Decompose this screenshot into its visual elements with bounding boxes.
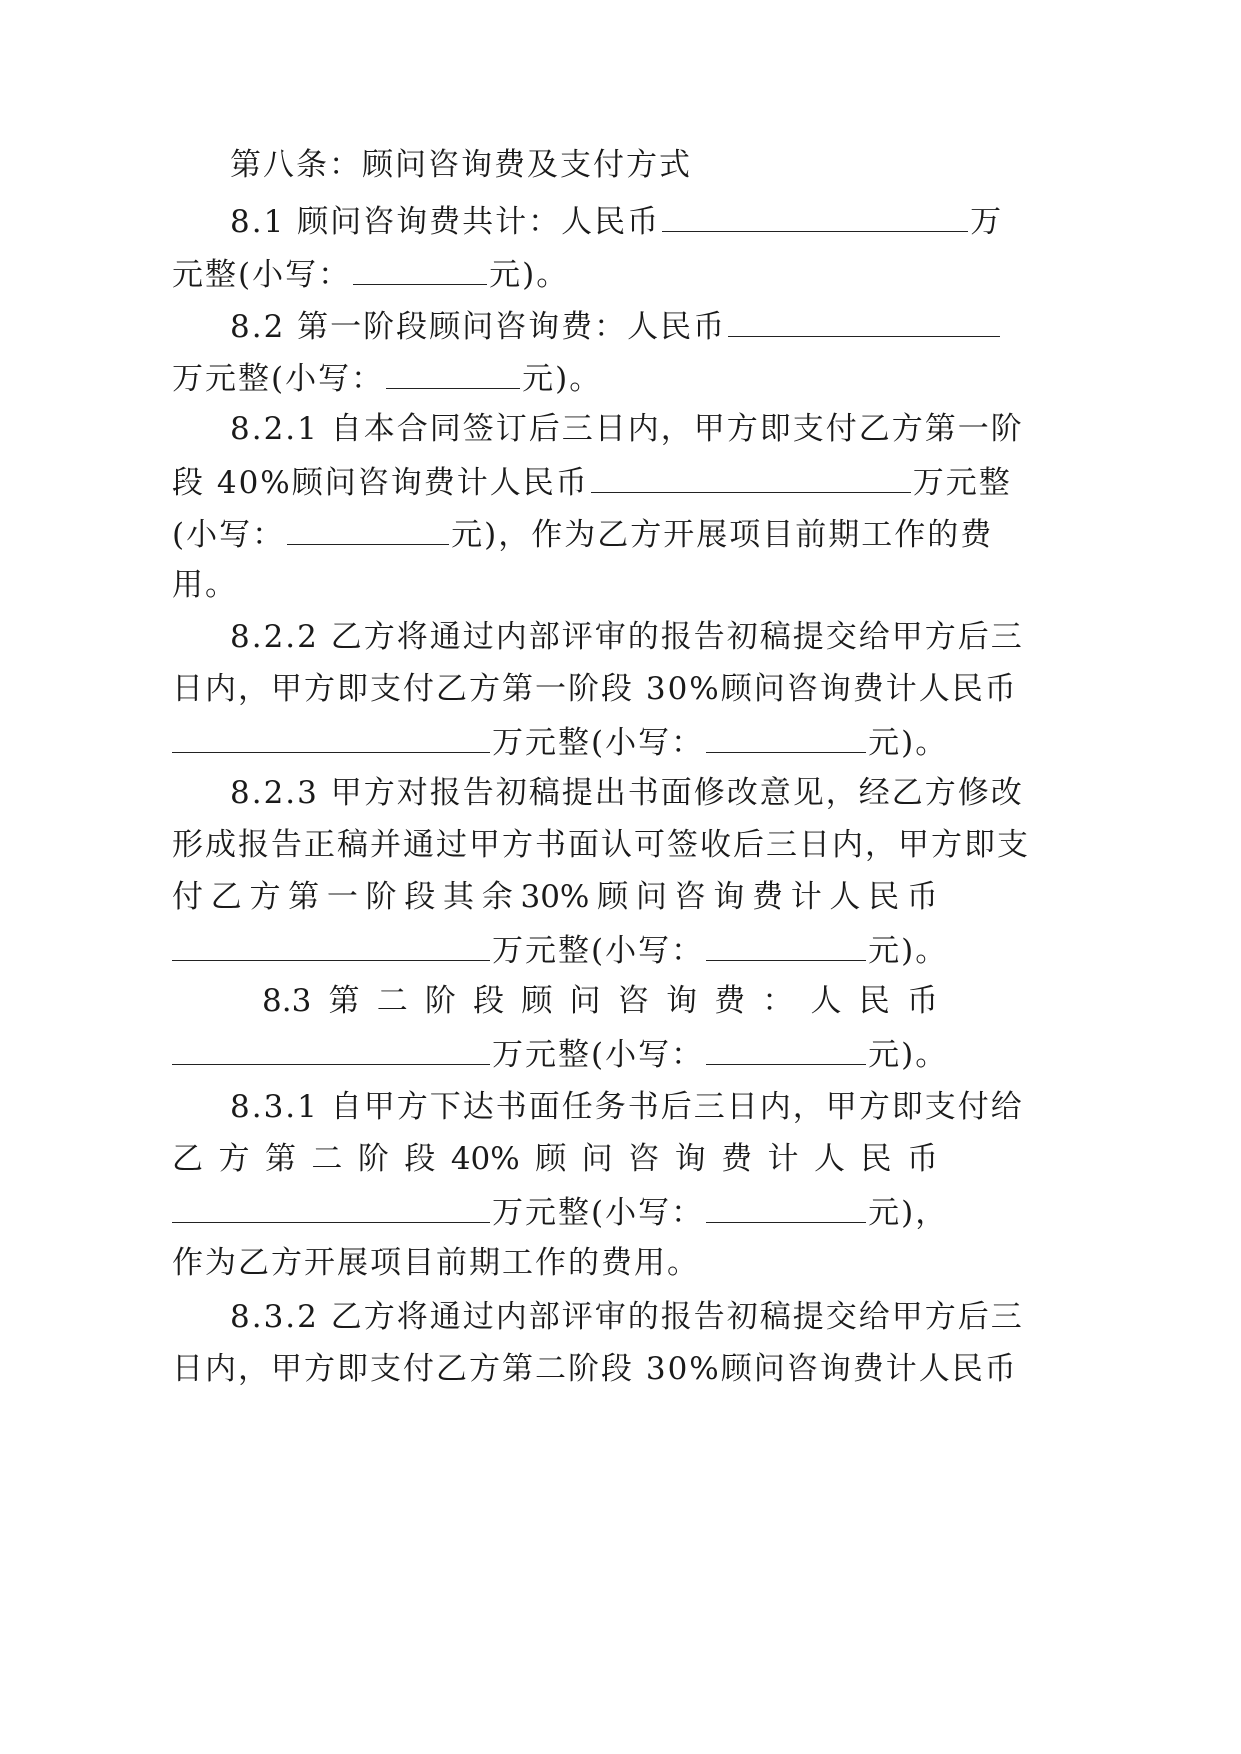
amount-blank[interactable] bbox=[172, 934, 490, 961]
clause-text: 万元整(小写： bbox=[492, 1195, 705, 1231]
char: 币 bbox=[906, 879, 938, 915]
char: 二 bbox=[311, 1141, 343, 1177]
char: 乙 bbox=[210, 879, 242, 915]
clause-8-1-line-1 bbox=[230, 205, 1003, 238]
char: 民 bbox=[860, 1141, 892, 1177]
clause-text: 元)。 bbox=[522, 361, 603, 397]
char: 阶 bbox=[357, 1141, 389, 1177]
clause-text: 元)。 bbox=[489, 257, 570, 293]
clause-8-2-1-line-2 bbox=[172, 466, 1012, 499]
char: 方 bbox=[218, 1141, 250, 1177]
char: 问 bbox=[581, 1141, 613, 1177]
char: 第 bbox=[328, 983, 360, 1019]
clause-text: 8.1 顾问咨询费共计：人民币 bbox=[230, 204, 661, 240]
clause-8-3-1-line-3 bbox=[172, 1196, 948, 1229]
clause-8-2-1-line-4: 用。 bbox=[172, 567, 238, 603]
clause-8-2-line-2 bbox=[172, 362, 602, 395]
char: 8.3 bbox=[262, 983, 312, 1019]
char: 付 bbox=[172, 879, 203, 915]
article-heading: 第八条：顾问咨询费及支付方式 bbox=[230, 147, 692, 183]
char: 币 bbox=[906, 983, 938, 1019]
char: 问 bbox=[569, 983, 601, 1019]
clause-text: 8.2 第一阶段顾问咨询费：人民币 bbox=[230, 309, 727, 345]
clause-8-1-line-2 bbox=[172, 258, 569, 291]
clause-8-2-3-line-2: 形成报告正稿并通过甲方书面认可签收后三日内，甲方即支 bbox=[172, 827, 1030, 863]
char: 阶 bbox=[365, 879, 397, 915]
char: 乙 bbox=[172, 1141, 203, 1177]
char: 人 bbox=[810, 983, 842, 1019]
clause-8-2-3-line-3 bbox=[172, 879, 938, 915]
clause-8-2-2-line-2: 日内，甲方即支付乙方第一阶段 30%顾问咨询费计人民币 bbox=[172, 671, 1018, 707]
char: 顾 bbox=[521, 983, 553, 1019]
clause-text: 万元整(小写： bbox=[492, 933, 705, 969]
clause-8-2-1-line-3 bbox=[172, 518, 993, 551]
clause-8-2-2-line-3 bbox=[172, 726, 948, 759]
clause-8-2-2-line-1: 8.2.2 乙方将通过内部评审的报告初稿提交给甲方后三 bbox=[230, 619, 1024, 655]
char: 方 bbox=[249, 879, 281, 915]
char: ： bbox=[762, 983, 794, 1019]
char: 顾 bbox=[535, 1141, 567, 1177]
clause-text: 万元整(小写： bbox=[492, 1037, 705, 1073]
char: 30% bbox=[520, 879, 590, 915]
clause-text: 万元整 bbox=[912, 465, 1012, 501]
amount-blank[interactable] bbox=[386, 362, 520, 389]
char: 40% bbox=[450, 1141, 520, 1177]
char: 咨 bbox=[617, 983, 649, 1019]
amount-blank[interactable] bbox=[706, 726, 866, 753]
amount-blank[interactable] bbox=[706, 934, 866, 961]
amount-blank[interactable] bbox=[172, 1038, 490, 1065]
clause-8-2-1-line-1: 8.2.1 自本合同签订后三日内，甲方即支付乙方第一阶 bbox=[230, 411, 1024, 447]
char: 咨 bbox=[628, 1141, 660, 1177]
clause-text: 万 bbox=[970, 204, 1004, 240]
clause-8-3-2-line-1: 8.3.2 乙方将通过内部评审的报告初稿提交给甲方后三 bbox=[230, 1299, 1024, 1335]
clause-text: 元)。 bbox=[868, 1037, 949, 1073]
char: 阶 bbox=[424, 983, 456, 1019]
char: 其 bbox=[443, 879, 475, 915]
char: 二 bbox=[376, 983, 408, 1019]
clause-8-2-3-line-4 bbox=[172, 934, 948, 967]
clause-8-3-2-line-2: 日内，甲方即支付乙方第二阶段 30%顾问咨询费计人民币 bbox=[172, 1351, 1018, 1387]
clause-text: 元)。 bbox=[868, 725, 949, 761]
char: 计 bbox=[767, 1141, 799, 1177]
amount-blank[interactable] bbox=[172, 726, 490, 753]
clause-text: 段 40%顾问咨询费计人民币 bbox=[172, 465, 589, 501]
char: 询 bbox=[674, 1141, 706, 1177]
clause-8-3-line-1 bbox=[262, 983, 938, 1019]
char: 费 bbox=[721, 1141, 753, 1177]
amount-blank[interactable] bbox=[662, 205, 968, 232]
clause-8-3-line-2 bbox=[172, 1038, 948, 1071]
char: 费 bbox=[714, 983, 746, 1019]
amount-blank[interactable] bbox=[706, 1038, 866, 1065]
clause-text: 万元整(小写： bbox=[492, 725, 705, 761]
clause-8-2-line-1 bbox=[230, 310, 1002, 343]
char: 计 bbox=[790, 879, 822, 915]
char: 询 bbox=[665, 983, 697, 1019]
amount-blank[interactable] bbox=[172, 1196, 490, 1223]
amount-blank[interactable] bbox=[591, 466, 911, 493]
clause-8-2-3-line-1: 8.2.3 甲方对报告初稿提出书面修改意见，经乙方修改 bbox=[230, 775, 1024, 811]
char: 人 bbox=[829, 879, 861, 915]
amount-blank[interactable] bbox=[728, 310, 1000, 337]
char: 问 bbox=[635, 879, 667, 915]
char: 咨 bbox=[674, 879, 706, 915]
char: 一 bbox=[326, 879, 358, 915]
char: 段 bbox=[404, 1141, 436, 1177]
clause-text: 元)。 bbox=[868, 933, 949, 969]
char: 段 bbox=[404, 879, 436, 915]
char: 第 bbox=[288, 879, 320, 915]
clause-8-3-1-line-4: 作为乙方开展项目前期工作的费用。 bbox=[172, 1245, 700, 1281]
char: 顾 bbox=[597, 879, 629, 915]
char: 段 bbox=[473, 983, 505, 1019]
char: 费 bbox=[751, 879, 783, 915]
clause-8-3-1-line-2 bbox=[172, 1141, 938, 1177]
clause-text: 元)，作为乙方开展项目前期工作的费 bbox=[451, 517, 994, 553]
char: 币 bbox=[906, 1141, 938, 1177]
char: 第 bbox=[264, 1141, 296, 1177]
clause-8-3-1-line-1: 8.3.1 自甲方下达书面任务书后三日内，甲方即支付给 bbox=[230, 1089, 1024, 1125]
clause-text: 元整(小写： bbox=[172, 257, 352, 293]
clause-text: 元)， bbox=[868, 1195, 949, 1231]
char: 余 bbox=[481, 879, 513, 915]
clause-text: (小写： bbox=[172, 517, 286, 553]
char: 民 bbox=[868, 879, 900, 915]
amount-blank[interactable] bbox=[706, 1196, 866, 1223]
clause-text: 万元整(小写： bbox=[172, 361, 385, 397]
amount-blank[interactable] bbox=[287, 518, 449, 545]
char: 询 bbox=[713, 879, 745, 915]
char: 民 bbox=[858, 983, 890, 1019]
char: 人 bbox=[814, 1141, 845, 1177]
amount-blank[interactable] bbox=[353, 258, 487, 285]
